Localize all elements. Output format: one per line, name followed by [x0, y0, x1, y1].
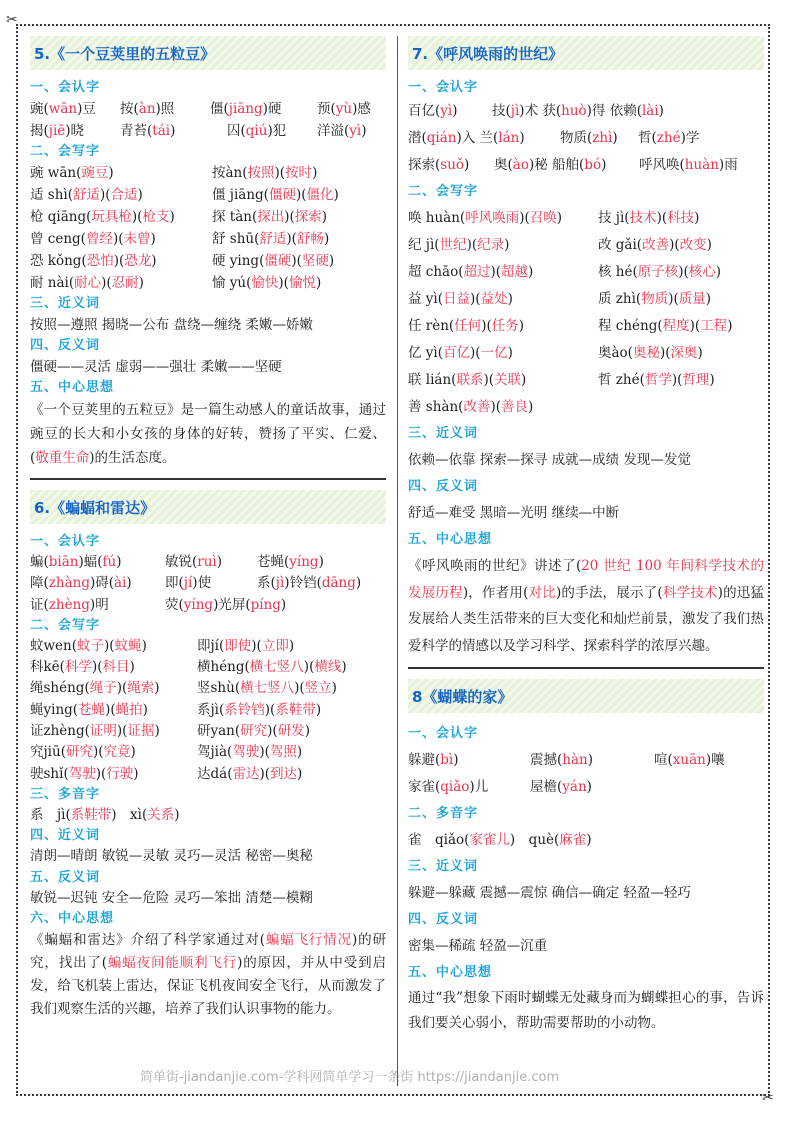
write-row — [408, 259, 764, 286]
lesson-8 — [408, 679, 764, 1036]
write-entry: 亿 yì(百亿)(一亿) — [408, 345, 513, 361]
write-row — [30, 657, 386, 678]
write-entry: 质 zhì(物质)(质量) — [598, 291, 712, 307]
lesson-title: 7.《呼风唤雨的世纪》 — [412, 44, 564, 63]
write-entry: 奥ào(奥秘)(深奥) — [598, 345, 703, 361]
lesson-5 — [30, 36, 386, 470]
section-heading: 二、多音字 — [408, 806, 479, 821]
section-heading: 四、反义词 — [408, 479, 479, 494]
central-idea: 《呼风唤雨的世纪》讲述了(20 世纪 100 年间科学技术的发展历程)，作者用(对比)的手法，展示了(科学技术)的迅猛发展给人类生活带来的巨大变化和灿烂前景，激发了我们热爱科学的情感以及学习科学、探索科学的浓厚兴趣。 — [408, 558, 764, 654]
write-entry: 按àn(按照)(按时) — [212, 165, 318, 181]
write-row — [408, 367, 764, 394]
write-row — [408, 286, 764, 313]
recog-row: 障(zhàng)碍(ài) 即(jí)使 系(jì)铃铛(dāng) — [30, 575, 362, 592]
central-idea: 《一个豆荚里的五粒豆》是一篇生动感人的童话故事，通过豌豆的长大和小女孩的身体的好转，赞扬了平实、仁爱、(敬重生命)的生活态度。 — [30, 402, 386, 466]
write-list — [30, 636, 386, 785]
section-heading: 六、中心思想 — [30, 910, 115, 926]
section-heading: 四、近义词 — [30, 828, 101, 844]
write-row — [30, 742, 386, 763]
section-divider — [408, 667, 764, 669]
write-entry: 纪 jì(世纪)(纪录) — [408, 237, 510, 253]
lesson-title: 6.《蝙蝠和雷达》 — [34, 498, 156, 517]
section-heading: 五、反义词 — [30, 869, 101, 885]
write-entry: 究jiū(研究)(究竟) — [30, 744, 136, 761]
write-entry: 系jì(系铃铛)(系鞋带) — [197, 701, 322, 718]
section-heading: 一、会认字 — [30, 80, 101, 95]
write-entry: 舒 shū(舒适)(舒畅) — [212, 231, 330, 247]
write-entry: 探 tàn(探出)(探索) — [212, 209, 328, 225]
write-row — [30, 272, 386, 294]
antonyms: 密集—稀疏 轻盈—沉重 — [408, 938, 548, 954]
write-entry: 联 lián(联系)(关联) — [408, 372, 527, 388]
write-entry: 科kē(科学)(科目) — [30, 659, 135, 676]
recog-row: 豌(wān)豆 按(àn)照 僵(jiāng)硬 预(yù)感 — [30, 101, 371, 117]
write-entry: 豌 wān(豌豆) — [30, 165, 114, 181]
write-entry: 绳shéng(绳子)(绳索) — [30, 680, 160, 697]
synonyms: 按照—遵照 揭晓—公布 盘绕—缠绕 柔嫩—娇嫩 — [30, 317, 313, 333]
write-entry: 达dá(雷达)(到达) — [197, 765, 303, 782]
section-heading: 五、中心思想 — [408, 532, 493, 547]
lesson-title: 5.《一个豆荚里的五粒豆》 — [34, 44, 216, 63]
section-heading: 三、多音字 — [30, 786, 101, 802]
write-row — [408, 232, 764, 259]
write-row — [408, 394, 764, 421]
scissors-icon: ✂ — [762, 1090, 774, 1106]
section-heading: 三、近义词 — [408, 426, 479, 441]
section-heading: 三、近义词 — [30, 296, 101, 311]
synonyms: 依赖—依靠 探索—探寻 成就—成绩 发现—发觉 — [408, 452, 691, 468]
write-entry: 改 gǎi(改善)(改变) — [598, 237, 712, 253]
write-entry: 超 chāo(超过)(超越) — [408, 264, 534, 280]
scissors-icon: ✂ — [6, 12, 18, 28]
section-heading: 五、中心思想 — [30, 380, 115, 395]
recog-row: 躲避(bì) 震撼(hàn) 喧(xuān)嚷 — [408, 752, 725, 768]
section-divider — [30, 478, 386, 480]
lesson-title: 8《蝴蝶的家》 — [412, 687, 513, 706]
recog-row: 家雀(qiǎo)儿 屋檐(yán) — [408, 779, 592, 795]
write-row — [30, 250, 386, 272]
write-entry: 益 yì(日益)(益处) — [408, 291, 513, 307]
lesson-title-bar — [408, 679, 764, 713]
write-entry: 哲 zhé(哲学)(哲理) — [598, 372, 715, 388]
lesson-title-bar — [408, 36, 764, 70]
write-entry: 竖shù(横七竖八)(竖立) — [197, 680, 337, 697]
write-row — [30, 764, 386, 785]
central-idea: 《蝙蝠和雷达》介绍了科学家通过对(蝙蝠飞行情况)的研究，找出了(蝙蝠夜间能顺利飞行)的原因，并从中受到启发，给飞机装上雷达，保证飞机夜间安全飞行，从而激发了我们观察生活的兴趣，培养了我们认识事物的能力。 — [30, 931, 386, 1017]
write-row — [30, 700, 386, 721]
section-heading: 一、会认字 — [408, 80, 479, 95]
section-heading: 二、会写字 — [30, 617, 101, 633]
write-row — [30, 678, 386, 699]
section-heading: 三、近义词 — [408, 859, 479, 874]
write-row — [30, 206, 386, 228]
write-row — [408, 340, 764, 367]
write-entry: 唤 huàn(呼风唤雨)(召唤) — [408, 210, 563, 226]
write-entry: 即jí(即使)(立即) — [197, 637, 295, 654]
write-entry: 枪 qiāng(玩具枪)(枪支) — [30, 209, 175, 225]
write-entry: 蝇ying(苍蝇)(蝇拍) — [30, 701, 148, 718]
write-entry: 恐 kǒng(恐怕)(恐龙) — [30, 253, 157, 269]
lesson-title-bar — [30, 36, 386, 70]
write-entry: 核 hé(原子核)(核心) — [598, 264, 722, 280]
recog-row: 蝙(biān)蝠(fú) 敏锐(ruì) 苍蝇(yíng) — [30, 554, 324, 570]
section-heading: 一、会认字 — [408, 726, 479, 741]
write-row — [30, 721, 386, 742]
lesson-6 — [30, 490, 386, 1021]
antonyms: 敏锐—迟钝 安全—危险 灵巧—笨拙 清楚—模糊 — [30, 889, 313, 906]
watermark: 简单街-jiandanjie.com-学科网简单学习一条街 https://jiandanjie.com — [140, 1070, 560, 1085]
section-heading: 四、反义词 — [408, 912, 479, 927]
write-row — [408, 313, 764, 340]
antonyms: 舒适—难受 黑暗—光明 继续—中断 — [408, 505, 620, 521]
write-entry: 任 rèn(任何)(任务) — [408, 318, 525, 334]
write-entry: 横héng(横七竖八)(横线) — [197, 659, 347, 676]
write-entry: 曾 ceng(曾经)(未曾) — [30, 231, 156, 247]
write-entry: 耐 nài(耐心)(忍耐) — [30, 275, 144, 291]
write-list — [408, 205, 764, 421]
write-entry: 驶shǐ(驾驶)(行驶) — [30, 765, 139, 782]
left-column — [30, 36, 386, 1021]
write-row — [30, 162, 386, 184]
write-entry: 研yan(研究)(研发) — [197, 723, 310, 740]
write-entry: 证zhèng(证明)(证据) — [30, 723, 160, 740]
write-entry: 适 shì(舒适)(合适) — [30, 187, 143, 203]
polyphones: 系 jì(系鞋带) xì(关系) — [30, 806, 180, 823]
recog-row: 探索(suǒ) 奥(ào)秘 船舶(bó) 呼风唤(huàn)雨 — [408, 157, 738, 173]
synonyms: 躲避—躲藏 震撼—震惊 确信—确定 轻盈—轻巧 — [408, 885, 691, 901]
section-heading: 五、中心思想 — [408, 965, 493, 980]
write-list — [30, 162, 386, 294]
write-entry: 蚊wen(蚊子)(蚊蝇) — [30, 637, 147, 654]
synonyms: 清朗—晴朗 敏锐—灵敏 灵巧—灵活 秘密—奥秘 — [30, 848, 313, 865]
column-divider — [397, 36, 398, 1086]
central-idea: 通过“我”想象下雨时蝴蝶无处藏身而为蝴蝶担心的事，告诉我们要关心弱小，帮助需要帮助的小动物。 — [408, 990, 764, 1031]
antonyms: 僵硬——灵活 虚弱——强壮 柔嫩——坚硬 — [30, 359, 282, 375]
write-row — [30, 228, 386, 250]
recog-row: 百亿(yì) 技(jì)术 获(huò)得 依赖(lài) — [408, 103, 664, 119]
write-entry: 驾jià(驾驶)(驾照) — [197, 744, 303, 761]
section-heading: 二、会写字 — [408, 184, 479, 199]
section-heading: 一、会认字 — [30, 534, 101, 549]
section-heading: 二、会写字 — [30, 144, 101, 159]
recog-row: 证(zhèng)明 荧(yíng)光屏(píng) — [30, 596, 287, 613]
write-entry: 程 chéng(程度)(工程) — [598, 318, 733, 334]
write-entry: 愉 yú(愉快)(愉悦) — [212, 275, 322, 291]
recog-row: 揭(jiē)晓 青苔(tái) 囚(qiú)犯 洋溢(yì) — [30, 123, 367, 139]
right-column — [408, 36, 764, 1036]
section-heading: 四、反义词 — [30, 338, 101, 353]
lesson-title-bar — [30, 490, 386, 524]
write-row — [30, 636, 386, 657]
write-entry: 硬 ying(僵硬)(坚硬) — [212, 253, 335, 269]
polyphones: 雀 qiǎo(家雀儿) què(麻雀) — [408, 832, 592, 848]
write-entry: 僵 jiāng(僵硬)(僵化) — [212, 187, 339, 203]
write-row — [408, 205, 764, 232]
write-entry: 善 shàn(改善)(善良) — [408, 399, 534, 415]
write-entry: 技 jì(技术)(科技) — [598, 210, 700, 226]
write-row — [30, 184, 386, 206]
recog-row: 潜(qián)入 兰(lán) 物质(zhì) 哲(zhé)学 — [408, 130, 700, 146]
lesson-7 — [408, 36, 764, 659]
